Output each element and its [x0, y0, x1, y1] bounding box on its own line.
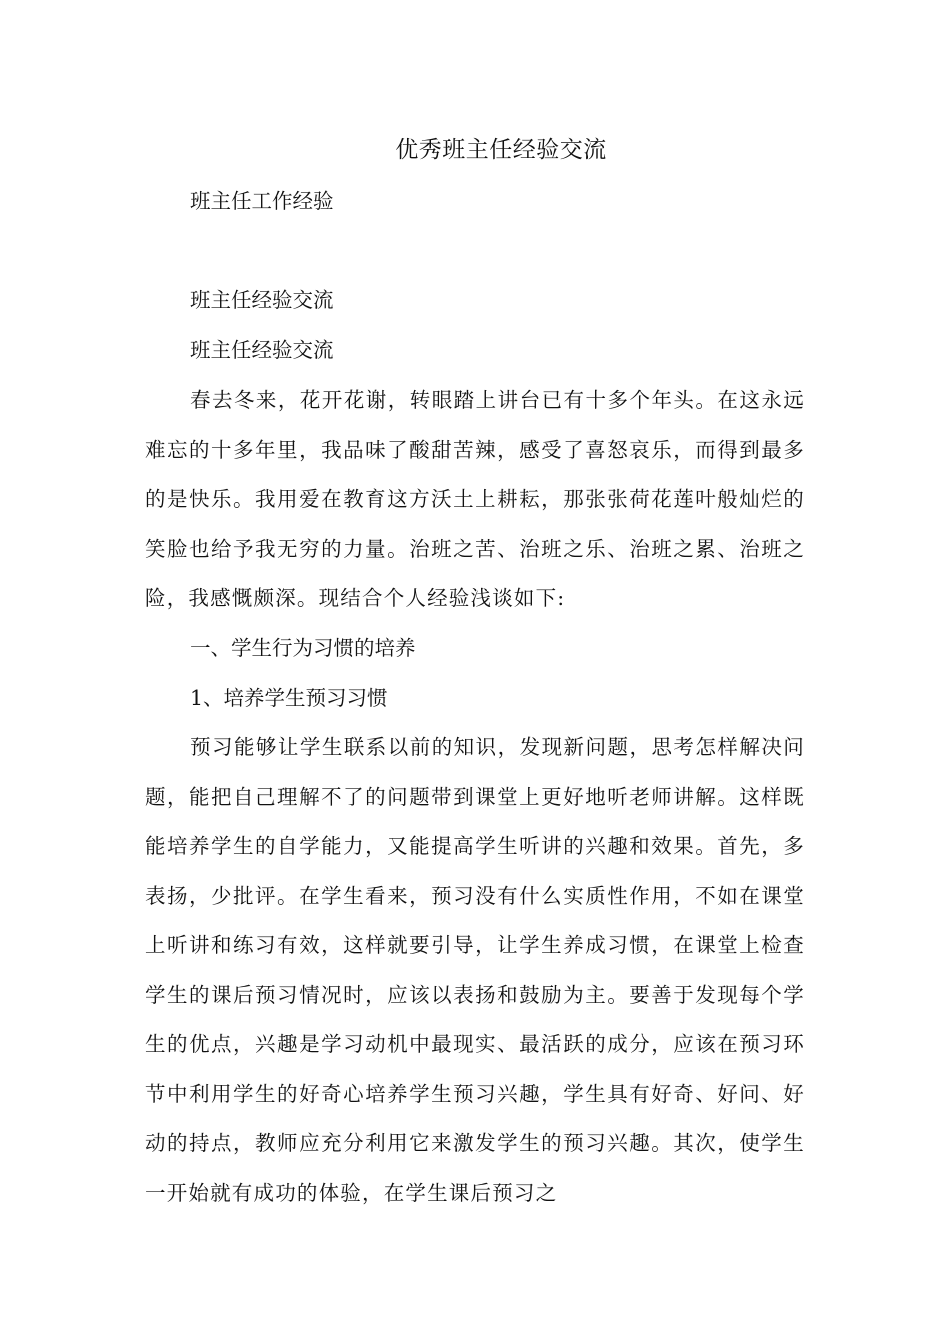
- heading-experience-2: 班主任经验交流: [190, 338, 334, 362]
- document-subtitle: 班主任工作经验: [190, 189, 334, 213]
- heading-experience-1: 班主任经验交流: [190, 288, 334, 312]
- body-paragraph: 预习能够让学生联系以前的知识，发现新问题，思考怎样解决问题，能把自己理解不了的问题带到课堂上更好地听老师讲解。这样既能培养学生的自学能力，又能提高学生听讲的兴趣和效果。首先，多表扬，少批评。在学生看来，预习没有什么实质性作用，不如在课堂上听讲和练习有效，这样就要引导，让学生养成习惯，在课堂上检查学生的课后预习情况时，应该以表扬和鼓励为主。要善于发现每个学生的优点，兴趣是学习动机中最现实、最活跃的成分，应该在预习环节中利用学生的好奇心培养学生预习兴趣，学生具有好奇、好问、好动的持点，教师应充分利用它来激发学生的预习兴趣。其次，使学生一开始就有成功的体验，在学生课后预习之: [145, 735, 805, 1205]
- section-heading: 一、学生行为习惯的培养: [190, 636, 416, 660]
- intro-paragraph: 春去冬来，花开花谢，转眼踏上讲台已有十多个年头。在这永远难忘的十多年里，我品味了酸甜苦辣，感受了喜怒哀乐，而得到最多的是快乐。我用爱在教育这方沃土上耕耘，那张张荷花莲叶般灿烂的笑脸也给予我无穷的力量。治班之苦、治班之乐、治班之累、治班之险，我感慨颇深。现结合个人经验浅谈如下:: [145, 388, 805, 610]
- subsection-heading: 1、培养学生预习习惯: [190, 686, 388, 710]
- document-title: 优秀班主任经验交流: [395, 137, 607, 163]
